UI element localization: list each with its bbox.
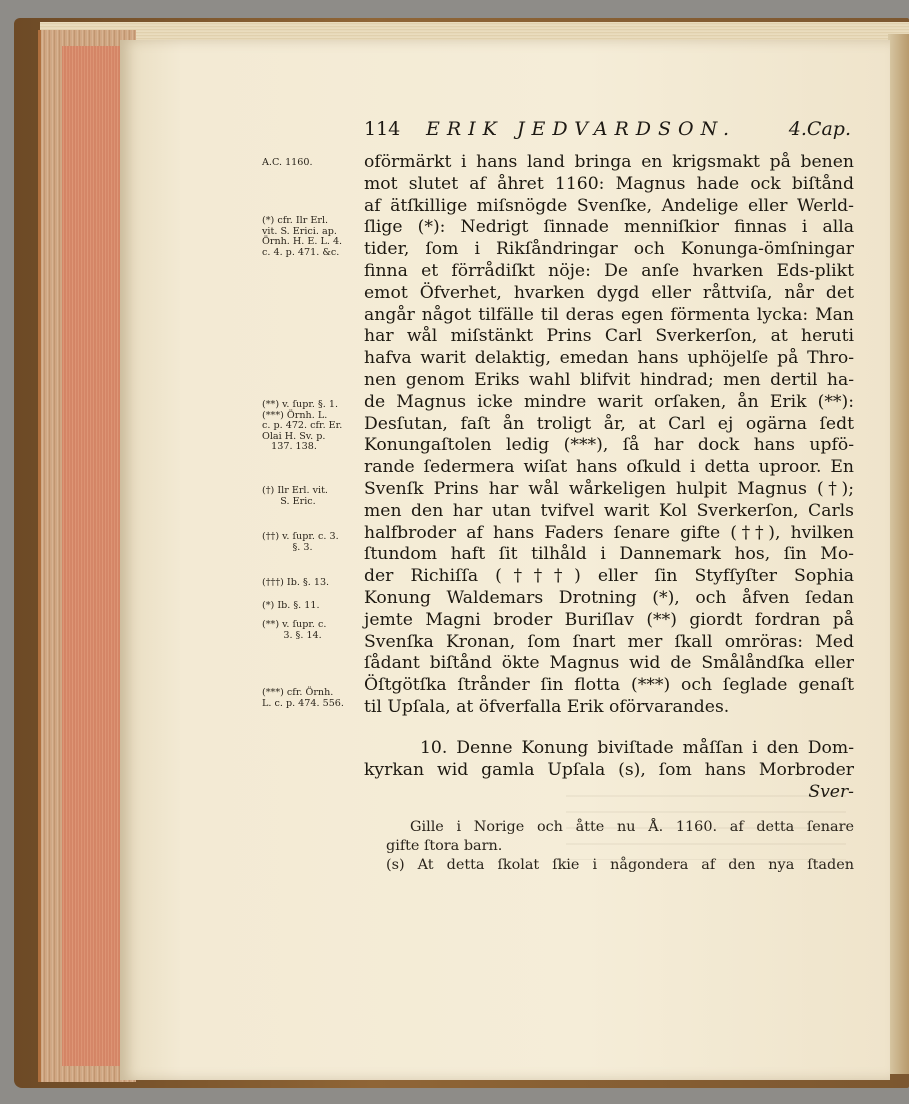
text-line: de Magnus icke mindre warit orſaken, ån Erik (**):: [364, 391, 854, 412]
text-line: Konung Waldemars Drotning (*), och åfven ſedan: [364, 587, 854, 608]
margin-year: A.C. 1160.: [262, 157, 313, 168]
footnote-line: Gille i Norige och åtte nu Å. 1160. af detta ſenare: [410, 819, 854, 835]
footnotes: [386, 818, 854, 874]
text-line: Desſutan, faſt ån troligt år, at Carl ej ogärna ſedt: [364, 413, 854, 434]
margin-note: (*) cfr. Ilr Erl. vit. S. Erici. ap. Örnh. H. E. L. 4. c. 4. p. 471. &c.: [262, 215, 343, 258]
text-line: ſlige (*): Nedrigt ſinnade menniſkior finnas i alla: [364, 217, 854, 238]
text-line: Svenſk Prins har wål wårkeligen hulpit Magnus (†);: [364, 478, 854, 499]
margin-note: (**) v. ſupr. c. 3. §. 14.: [262, 619, 327, 641]
paragraph-10: [364, 738, 854, 803]
main-text: [364, 152, 854, 719]
text-line: jemte Magni broder Buriſlav (**) giordt fordran på: [364, 609, 854, 630]
red-sprinkled-edge: [62, 46, 124, 1066]
margin-note: (†††) Ib. §. 13.: [262, 577, 330, 588]
text-line: ſtundom haft ſit tilhåld i Dannemark hos, ſin Mo-: [364, 544, 854, 565]
text-line: tider, ſom i Rikſåndringar och Konunga-ömſningar: [364, 239, 854, 260]
text-line: emot Öfverhet, hvarken dygd eller råttviſa, når det: [364, 282, 854, 303]
text-line: mot slutet af åhret 1160: Magnus hade ock biſtånd: [364, 173, 854, 194]
margin-note: (***) cfr. Örnh. L. c. p. 474. 556.: [262, 687, 344, 709]
text-line: 10. Denne Konung biviſtade måſſan i den Dom-: [420, 738, 854, 758]
text-line: angår något tilfälle til deras egen förmenta lycka: Man: [364, 304, 854, 325]
text-line: Öſtgötſka ſtrånder ſin flotta (***) och ſeglade genaſt: [364, 675, 854, 696]
chapter-label: 4.Cap.: [788, 118, 851, 140]
text-line: nen genom Eriks wahl blifvit hindrad; men dertil ha-: [364, 369, 854, 390]
running-header: [364, 118, 851, 144]
margin-note: (**) v. ſupr. §. 1. (***) Örnh. L. c. p. 472. cfr. Er. Olai H. Sv. p. 137. 138.: [262, 399, 343, 453]
text-line: rande ſedermera wiſat hans oſkuld i detta uproor. En: [364, 457, 854, 478]
page-fore-edge-right: [888, 34, 909, 1074]
text-line: Svenſka Kronan, ſom ſnart mer ſkall omröras: Med: [364, 631, 854, 652]
text-line: ſådant biſtånd ökte Magnus wid de Smålåndſka eller: [364, 653, 854, 674]
text-line: oförmärkt i hans land bringa en krigsmakt på benen: [364, 152, 854, 172]
page-number: 114: [364, 118, 401, 140]
running-title: ERIK JEDVARDSON.: [426, 118, 737, 140]
margin-note: (*) Ib. §. 11.: [262, 600, 320, 611]
text-line: til Upſala, at öfverfalla Erik oförvarandes.: [364, 696, 730, 717]
footnote-line: (s) At detta ſkolat ſkie i någondera af den nya ſtaden: [386, 856, 854, 873]
text-line: af ätſkillige miſsnögde Svenſke, Andelige eller Werld-: [364, 195, 854, 216]
catchword: Sver-: [808, 781, 854, 802]
footnote-line: gifte ſtora barn.: [386, 837, 503, 854]
text-line: der Richiſſa (†††) eller ſin Styfſyſter Sophia: [364, 566, 854, 587]
text-line: kyrkan wid gamla Upſala (s), ſom hans Morbroder: [364, 759, 854, 780]
margin-note: (†) Ilr Erl. vit. S. Eric.: [262, 485, 328, 507]
text-line: halfbroder af hans Faders ſenare gifte (††), hvilken: [364, 522, 854, 543]
text-line: har wål miſstänkt Prins Carl Sverkerſon, at heruti: [364, 326, 854, 347]
text-line: Konungaſtolen ledig (***), ſå har dock hans upfö-: [364, 435, 854, 456]
text-line: men den har utan tvifvel warit Kol Sverkerſon, Carls: [364, 500, 854, 521]
text-line: hafva warit delaktig, emedan hans uphöjelſe på Thro-: [364, 348, 854, 369]
margin-note: (††) v. ſupr. c. 3. §. 3.: [262, 531, 339, 553]
text-line: finna et förrådiſkt nöje: De anſe hvarken Eds-plikt: [364, 260, 854, 281]
